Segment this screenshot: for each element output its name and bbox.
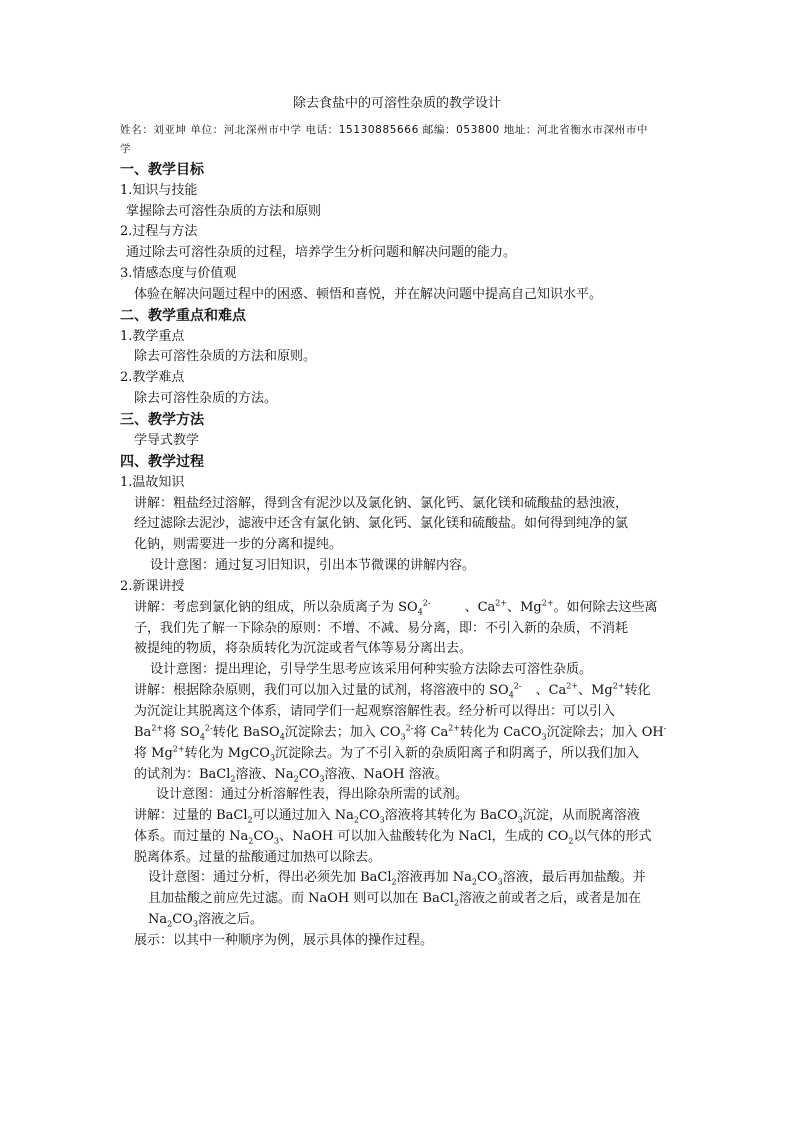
- section-heading-objectives: 一、教学目标: [120, 162, 204, 178]
- section-heading-keypoints: 二、教学重点和难点: [120, 308, 246, 324]
- subheading-key: 1.教学重点: [120, 329, 185, 344]
- paragraph: 将 $Mg^{2+}$转化为 MgCO$_3$沉淀除去。为了不引入新的杂质阳离子和阴离子，所以我们加入: [134, 744, 640, 763]
- paragraph: 讲解：根据除杂原则，我们可以加入过量的试剂，将溶液中的 $SO_4^{2-}$ 、$Ca^{2+}$、$Mg^{2+}$转化: [134, 681, 651, 700]
- subheading-difficulty: 2.教学难点: [120, 370, 185, 385]
- design-intent: 设计意图：提出理论，引导学生思考应该采用何种实验方法除去可溶性杂质。: [150, 662, 593, 677]
- paragraph: 的试剂为：BaCl$_2$溶液、$Na_2CO_3$溶液、NaOH 溶液。: [134, 767, 448, 784]
- paragraph: 掌握除去可溶性杂质的方法和原则: [126, 204, 322, 219]
- design-intent: 且加盐酸之前应先过滤。而 NaOH 则可以加在 BaCl$_2$溶液之前或者之后，或者是加在: [148, 891, 642, 908]
- paragraph: 体验在解决问题过程中的困惑、顿悟和喜悦，并在解决问题中提高自己知识水平。: [134, 287, 603, 302]
- subheading-review: 1.温故知识: [120, 475, 185, 490]
- design-intent: $Na_2CO_3$溶液之后。: [148, 912, 263, 929]
- paragraph: 体系。而过量的 $Na_2CO_3$、NaOH 可以加入盐酸转化为 NaCl，生成的 $CO_2$以气体的形式: [134, 829, 652, 846]
- paragraph: 脱离体系。过量的盐酸通过加热可以除去。: [134, 850, 382, 865]
- design-intent: 设计意图：通过分析，得出必须先加 BaCl$_2$溶液再加 $Na_2CO_3$溶液，最后再加盐酸。并: [148, 870, 646, 887]
- design-intent: 设计意图：通过分析溶解性表，得出除杂所需的试剂。: [156, 787, 469, 802]
- paragraph: $Ba^{2+}$将 $SO_4^{2-}$转化 BaSO$_4$沉淀除去；加入 $CO_3^{2-}$将 $Ca^{2+}$转化为 CaCO$_3$沉淀除去；加入 OH-: [134, 723, 667, 742]
- design-intent: 设计意图：通过复习旧知识，引出本节微课的讲解内容。: [150, 558, 476, 573]
- subheading-process: 2.过程与方法: [120, 224, 198, 239]
- paragraph: 除去可溶性杂质的方法和原则。: [134, 349, 317, 364]
- paragraph: 讲解：考虑到氯化钠的组成，所以杂质离子为 $SO_4^{2-}$ 、$Ca^{2+}$、$Mg^{2+}$。如何除去这些离: [134, 598, 658, 617]
- paragraph: 经过滤除去泥沙，滤液中还含有氯化钠、氯化钙、氯化镁和硫酸盐。如何得到纯净的氯: [134, 516, 629, 531]
- section-heading-process: 四、教学过程: [120, 454, 204, 470]
- paragraph: 为沉淀让其脱离这个体系，请同学们一起观察溶解性表。经分析可以得出：可以引入: [134, 704, 616, 719]
- paragraph: 被提纯的物质，将杂质转化为沉淀或者气体等易分离出去。: [134, 641, 473, 656]
- paragraph: 子，我们先了解一下除杂的原则：不增、不减、易分离，即：不引入新的杂质，不消耗: [134, 621, 629, 636]
- subheading-new-lesson: 2.新课讲授: [120, 579, 185, 594]
- author-info-continued: 学: [120, 143, 132, 155]
- section-heading-method: 三、教学方法: [120, 412, 204, 428]
- paragraph: 化钠，则需要进一步的分离和提纯。: [134, 537, 343, 552]
- document-title: 除去食盐中的可溶性杂质的教学设计: [292, 96, 501, 111]
- paragraph: 通过除去可溶性杂质的过程，培养学生分析问题和解决问题的能力。: [126, 245, 517, 260]
- subheading-attitude: 3.情感态度与价值观: [120, 266, 237, 281]
- paragraph: 展示：以其中一种顺序为例，展示具体的操作过程。: [134, 933, 434, 948]
- subheading-knowledge: 1.知识与技能: [120, 183, 198, 198]
- paragraph: 讲解：粗盐经过溶解，得到含有泥沙以及氯化钠、氯化钙、氯化镁和硫酸盐的悬浊液，: [134, 496, 629, 511]
- paragraph: 学导式教学: [134, 433, 200, 448]
- paragraph: 讲解：过量的 BaCl$_2$可以通过加入 $Na_2CO_3$溶液将其转化为 BaCO$_3$沉淀，从而脱离溶液: [134, 808, 640, 825]
- paragraph: 除去可溶性杂质的方法。: [134, 391, 278, 406]
- author-info: 姓名：刘亚坤 单位：河北深州市中学 电话：15130885666 邮编：053800 地址：河北省衡水市深州市中: [120, 124, 649, 136]
